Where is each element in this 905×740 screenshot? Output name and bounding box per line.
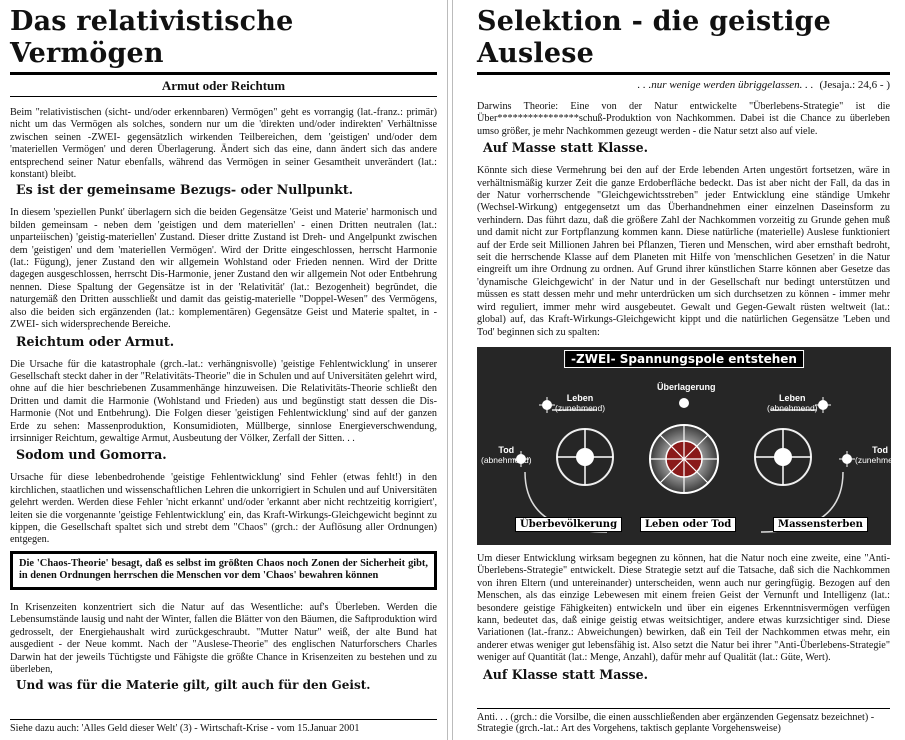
box-text: Die 'Chaos-Theorie' besagt, daß es selbst im größten Chaos noch Zonen der Sicherheit gibt, in denen Ordnungen herrschen die Menschen vor dem 'Chaos' bewahren können xyxy=(19,557,428,582)
headline: Sodom und Gomorra. xyxy=(16,447,167,463)
subtitle-rule xyxy=(10,96,437,97)
label-ueberbevoelkerung: Überbevölkerung xyxy=(515,517,622,532)
right-title: Selektion - die geistige Auslese xyxy=(477,6,832,69)
right-footer: Anti. . . (grch.: die Vorsilbe, die einen ausschließenden aber ergänzenden Gegensatz bezeichnet) - Strategie (grch.-lat.: Art des Vorgehens, taktisch geplante Vorgehensweise) xyxy=(477,708,890,734)
paragraph: In diesem 'speziellen Punkt' überlagern sich die beiden Gegensätze 'Geist und Materie' harmonisch und bilden gemeinsam - neben dem 'geistigen und dem materiellen' - einen Dritten neutralen (lat.: unparteiischen) 'geistig-materiellen' Zustand. Dieser dritte Zustand ist Dreh- und Angelpunkt zwischen dem 'geistigen' und dem 'materiellen Vermögen'. Wird der Dritte eingeschlossen, herrscht Harmonie (lat.: Fügung), jener Zustand den wir allgemein Wohlstand oder Frieden nennen. Wird der Dritte dagegen ausgeschlossen, herrscht Dis-Harmonie, jener Zustand den wir allgemein Not oder Entbehrung nennen. Diese Spaltung der Gegensätze ist in der 'Relativität' (lat.: Bezogenheit) begründet, die naturgemäß den Dritten ausschließt und damit das geistig-materielle "Doppel-Wesen" des Vermögens, also die beiden sich ergänzenden (lat.: komplementären) Gegensätze Geist und Materie spaltet, in -ZWEI- sich widersprechende Bereiche. xyxy=(10,207,437,331)
right-page xyxy=(452,0,905,740)
headline: Reichtum oder Armut. xyxy=(16,333,175,349)
paragraph: Darwins Theorie: Eine von der Natur entwickelte "Überlebens-Strategie" ist die Über****************schuß-Produktion von Nachkommen. Dabei ist die Chance zu überleben umso größer, je mehr Nachkommen gezeugt werden - die Natur setzt also auf viele. xyxy=(477,101,890,137)
left-footer: Siehe dazu auch: 'Alles Geld dieser Welt' (3) - Wirtschaft-Krise - vom 15.Januar 2001 xyxy=(10,719,437,734)
label-leben-left: Leben (zunehmend) xyxy=(555,392,606,413)
paragraph: Ursache für diese lebenbedrohende 'geistige Fehlentwicklung' sind Fehler (etwas fehlt!) in den kirchlichen, staatlichen und wissenschaftlichen Lehren die unkorrigiert in Schulen und auf Universitäten gelehrt werden. Werden diese Fehler 'nicht erkannt' und/oder 'erkannt aber nicht rechtzeitig korrigiert', leiten sie die vorgenannte 'geistige Fehlentwicklung' ein, das Kraft-Wirkungs-Gleichgewicht beginnt zu kippen, die Gesellschaft spaltet sich und strebt dem "Chaos" (grch.: der Auflösung aller Ordnungen) entgegen. xyxy=(10,472,437,546)
paragraph: Könnte sich diese Vermehrung bei den auf der Erde lebenden Arten ungestört fortsetzen, wäre in verhältnismäßig kurzer Zeit die ganze Erdoberfläche bedeckt. Das ist aber nicht der Fall, da das in der Natur vorherrschende "Gleichgewichtsstreben" jeder Entwicklung eine ständige Umkehr (Wechsel-Wirkung) entgegensetzt um das Überhandnehmen einer einzelnen Daseinsform zu verhindern. Das führt dazu, daß die größere Zahl der Nachkommen vorzeitig zu Grunde gehen muß und damit nicht zur Fortpflanzung kommen kann. Diese natürliche (materielle) Auslese funktioniert auf der Erde seit Millionen Jahren bei Pflanzen, Tieren und Menschen, wird aber ernsthaft bedroht, seit die herrschende Klasse auf dem Planeten mit Hilfe von 'menschlichen Gesetzen' in die Natur eingreift um ihre Ordnung zu ordnen. Auf Grund ihrer künstlichen Starre können aber Gesetze das 'dynamische Gleichgewicht' in der Natur und in der Gesellschaft nur bedingt unterstützen und müssen es statt dessen mehr und mehr unterdrücken um sich durchsetzen zu können - immer mehr wird reguliert, immer mehr wird ausgebeutet. Gewalt und Gegen-Gewalt rüsten weltweit (lat.: global) auf, das Kraft-Wirkungs-Gleichgewicht kippt und die natürlichen Gegensätze 'Leben und Tod' beginnen sich zu spalten: xyxy=(477,165,890,338)
paragraph: Die Ursache für die katastrophale (grch.-lat.: verhängnisvolle) 'geistige Fehlentwicklung' in unserer Gesellschaft steckt daher in der "Relativitäts-Theorie" die in Schulen und auf Universitäten gelehrt wird, ohne auf die hier beschriebenen Zusammenhänge hinzuweisen. Die Relativitäts-Theorie schließt den Dritten und damit die Harmonie (Wohlstand und Frieden) aus und begünstigt statt dessen die Dis-Harmonie (Not und Entbehrung). Die Folgen dieser 'geistigen Fehlentwicklung' sind auf der ganzen Erde zu sehen: Massenproduktion, Konsumidioten, Müllberge, sinnlose Energieverschwendung, irrsinniger Reichtum, gewaltige Armut, Ausbeutung der Völker, Zerfall der Sitten. . . xyxy=(10,358,437,444)
left-page xyxy=(0,0,448,740)
left-subtitle: Armut oder Reichtum xyxy=(161,78,286,93)
motto-reference: (Jesaja.: 24,6 - ) xyxy=(819,79,890,91)
headline: Und was für die Materie gilt, gilt auch für den Geist. xyxy=(16,678,371,693)
paragraph: Beim "relativistischen (sicht- und/oder erkennbaren) Vermögen" geht es vorrangig (lat.-franz.: primär) nicht um das Vermögen als solches, sondern nur um die 'direkten und/oder indirekten' Verhältnisse zwischen seinen -ZWEI- gegensätzlich wirkenden Teilbereichen, dem 'geistigen' und/oder dem 'materiellen Vermögen' und deren Überlagerung. Ändert sich das eine, dann ändert sich das andere entsprechend seiner Natur ebenfalls, während das Vermögen in seiner Gesamtheit unverändert (lat.: konstant) bleibt. xyxy=(10,107,437,181)
paragraph: In Krisenzeiten konzentriert sich die Natur auf das Wesentliche: auf's Überleben. Werden die Lebensumstände lausig und naht der Winter, fallen die Blätter von den Bäumen, die Saftproduktion wird gedrosselt, der Energiehaushalt wird zurückgeschraubt. "Mutter Natur" weiß, der alte Bund hat ausgedient - der Neue kommt. Nach der "Auslese-Theorie" des englischen Naturforschers Charles Darwin hat der jeweils Tüchtigste und Fähigste die größte Chance in Krisenzeiten zu bestehen und zu überleben, xyxy=(10,601,437,675)
label-tod-left: Tod (abnehmend) xyxy=(481,444,532,465)
tension-poles-diagram xyxy=(477,347,905,545)
headline: Es ist der gemeinsame Bezugs- oder Nullpunkt. xyxy=(16,182,354,198)
chaos-theory-box xyxy=(10,551,437,590)
label-leben-right: Leben (abnehmend) xyxy=(767,392,818,413)
motto xyxy=(477,79,890,91)
diagram-title: -ZWEI- Spannungspole entstehen xyxy=(564,350,804,368)
headline: Auf Masse statt Klasse. xyxy=(483,140,648,156)
paragraph: Um dieser Entwicklung wirksam begegnen zu können, hat die Natur noch eine zweite, eine "Anti-Überlebens-Strategie" entwickelt. Diese Strategie setzt auf die Tatsache, daß sich die Nachkommen von ihren Eltern (und untereinander) unterscheiden, wenn auch nur geringfügig. Bezogen auf den Menschen, als das einzige Lebewesen mit einem freien Geist der Vernunft und Intelligenz (lat.: besondere geistige Fähigkeiten) entwickeln und über ein eigenes Erkenntnisvermögen verfügen kann, bedeutet das, daß einige geistig etwas weitsichtiger, andere etwas kurzsichtiger sind. Diese Variationen (lat.-franz.: Abweichungen) bewirken, daß ein Teil der Nachkommen etwas mehr, ein anderer etwas weniger gut lebensfähig ist. Also setzt die Natur bei ihrer "Anti-Überlebens-Strategie" weniger auf Quantität (lat.: Menge, Anzahl), dafür mehr auf Qualität (lat.: Güte, Wert). xyxy=(477,552,890,664)
label-massensterben: Massensterben xyxy=(773,517,868,532)
diagram-graphic xyxy=(477,347,891,545)
title-rule xyxy=(10,72,437,75)
label-leben-oder-tod: Leben oder Tod xyxy=(640,517,736,532)
label-ueberlagerung: Überlagerung xyxy=(657,381,716,392)
headline: Auf Klasse statt Masse. xyxy=(483,666,648,682)
label-tod-right: Tod (zunehmend) xyxy=(855,444,905,465)
left-title: Das relativistische Vermögen xyxy=(10,6,294,69)
motto-text: . . .nur wenige werden übriggelassen. . . xyxy=(637,79,814,91)
title-rule xyxy=(477,72,890,75)
